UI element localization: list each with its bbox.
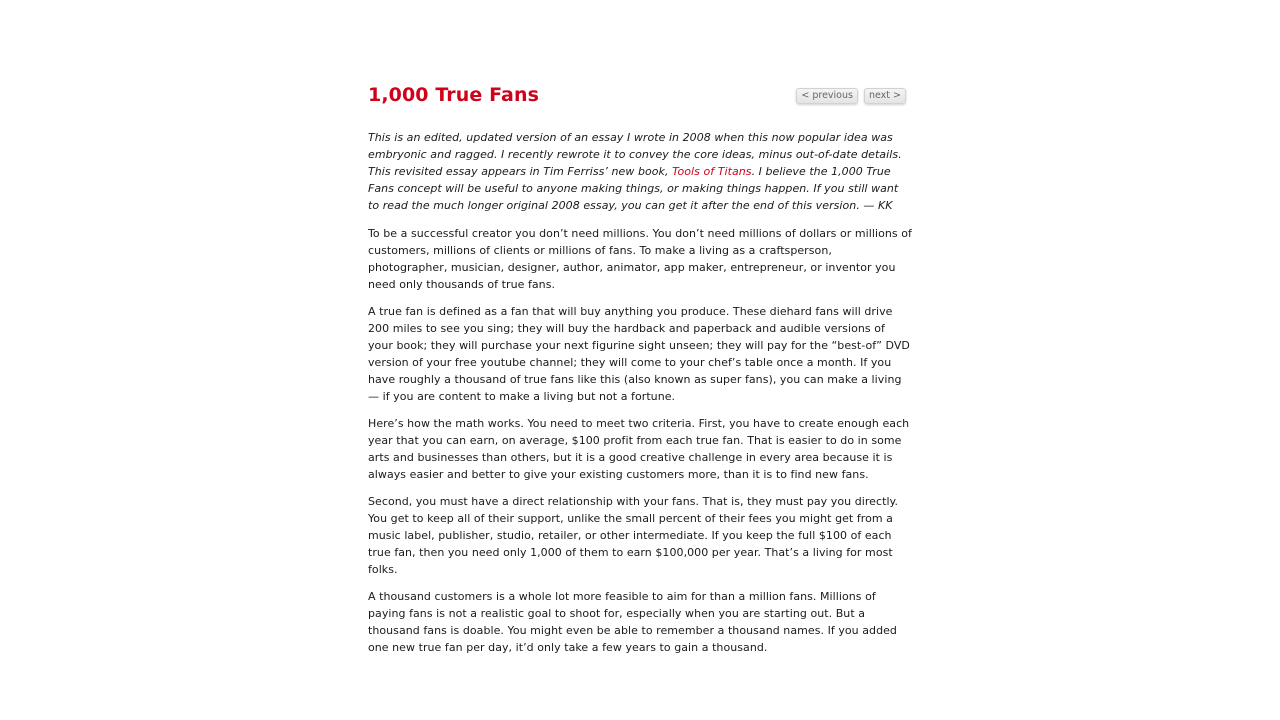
intro-text-before-link: This is an edited, updated version of an essay I wrote in 2008 when this now popular idea was embryonic and ragged. I recently rewrote it to convey the core ideas, minus out-of-date details. This revisited essay appears in Tim Ferriss’ new book, bbox=[368, 131, 902, 178]
body-paragraph-3: Here’s how the math works. You need to meet two criteria. First, you have to create enough each year that you can earn, on average, $100 profit from each true fan. That is easier to do in some arts and businesses than others, but it is a good creative challenge in every area because it is always easier and better to give your existing customers more, than it is to find new fans. bbox=[368, 417, 910, 481]
body-paragraph-5: A thousand customers is a whole lot more feasible to aim for than a million fans. Millions of paying fans is not a realistic goal to shoot for, especially when you are starting out. But a thousand fans is doable. You might even be able to remember a thousand names. If you added one new true fan per day, it’d only take a few years to gain a thousand. bbox=[368, 590, 897, 654]
article-header bbox=[368, 82, 912, 118]
pagination-nav bbox=[796, 88, 906, 104]
article bbox=[368, 82, 912, 666]
page-title: 1,000 True Fans bbox=[368, 84, 540, 106]
next-button[interactable]: next > bbox=[864, 88, 906, 104]
previous-button[interactable]: < previous bbox=[796, 88, 858, 104]
intro-text-after-link: . I believe the 1,000 True Fans concept will be useful to anyone making things, or making things happen. If you still want to read the much longer original 2008 essay, you can get it after the end of this version. — KK bbox=[368, 165, 899, 212]
tools-of-titans-link[interactable]: Tools of Titans bbox=[672, 165, 752, 178]
body-paragraph-4: Second, you must have a direct relationship with your fans. That is, they must pay you directly. You get to keep all of their support, unlike the small percent of their fees you might get from a music label, publisher, studio, retailer, or other intermediate. If you keep the full $100 of each true fan, then you need only 1,000 of them to earn $100,000 per year. That’s a living for most folks. bbox=[368, 495, 899, 576]
intro-paragraph bbox=[368, 129, 912, 214]
body-paragraph-2: A true fan is defined as a fan that will buy anything you produce. These diehard fans will drive 200 miles to see you sing; they will buy the hardback and paperback and audible versions of your book; they will purchase your next figurine sight unseen; they will pay for the “best-of” DVD version of your free youtube channel; they will come to your chef’s table once a month. If you have roughly a thousand of true fans like this (also known as super fans), you can make a living — if you are content to make a living but not a fortune. bbox=[368, 305, 910, 403]
article-body bbox=[368, 129, 912, 656]
body-paragraph-1: To be a successful creator you don’t need millions. You don’t need millions of dollars or millions of customers, millions of clients or millions of fans. To make a living as a craftsperson, photographer, musician, designer, author, animator, app maker, entrepreneur, or inventor you need only thousands of true fans. bbox=[368, 227, 912, 291]
